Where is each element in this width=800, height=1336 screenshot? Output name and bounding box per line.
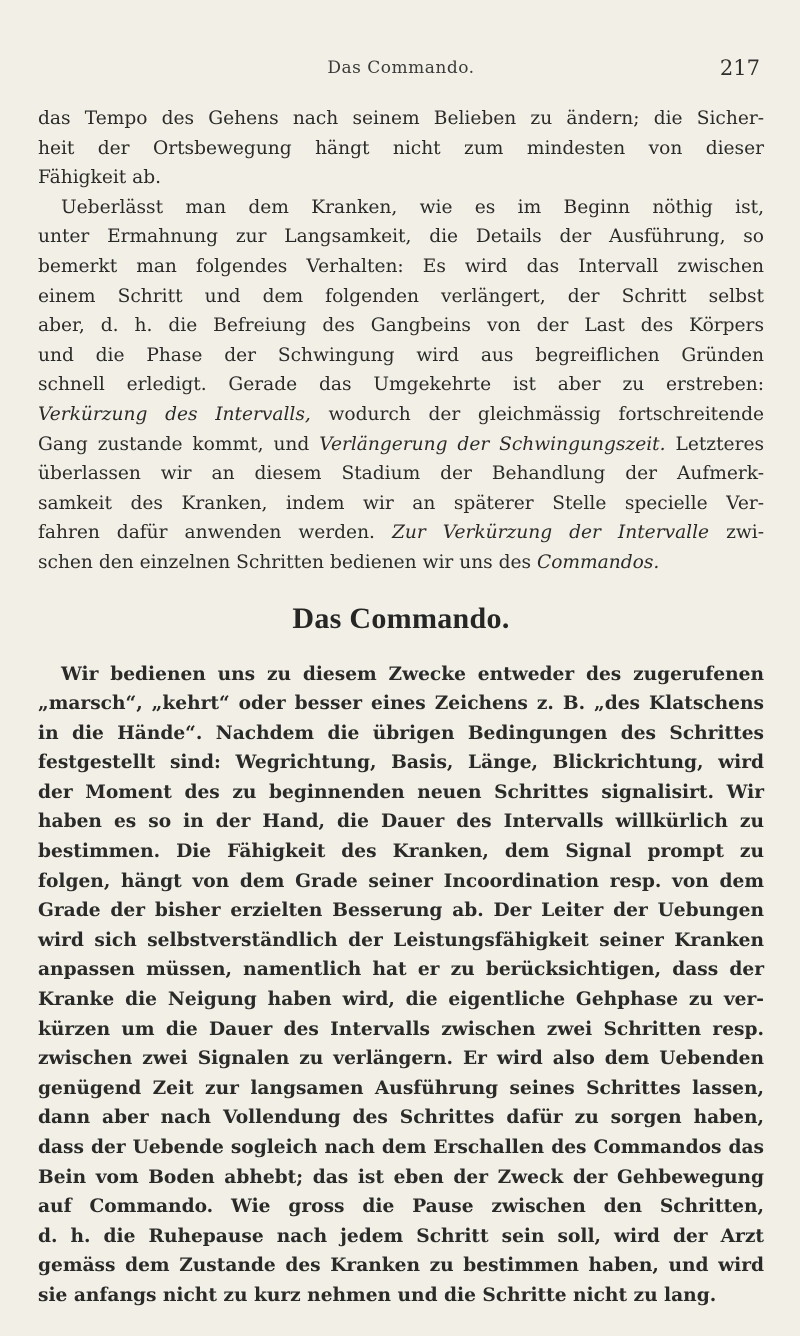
body-text — [38, 104, 764, 1311]
text-segment: fahren dafür anwenden werden. — [38, 522, 392, 544]
text-line: Ueberlässt man dem Kranken, wie es im Beginn nöthig ist, — [61, 196, 764, 218]
text-line: und die Phase der Schwingung wird aus begreiflichen Gründen — [38, 344, 764, 366]
text-segment: schen den einzelnen Schritten bedienen wir uns des — [38, 551, 537, 573]
italic-phrase: Verkürzung des Intervalls, — [38, 403, 311, 425]
paragraph-1 — [38, 104, 764, 193]
text-line: der Moment des zu beginnenden neuen Schrittes signalisirt. Wir — [38, 781, 764, 803]
text-line: schnell erledigt. Gerade das Umgekehrte ist aber zu erstreben: — [38, 374, 764, 396]
text-line: dann aber nach Vollendung des Schrittes dafür zu sorgen haben, — [38, 1107, 764, 1129]
text-line: sie anfangs nicht zu kurz nehmen und die Schritte nicht zu lang. — [38, 1284, 717, 1306]
text-line: überlassen wir an diesem Stadium der Behandlung der Aufmerk- — [38, 463, 764, 485]
text-line: auf Commando. Wie gross die Pause zwischen den Schritten, — [38, 1196, 764, 1218]
paragraph-3 — [38, 660, 764, 1311]
text-line: dass der Uebende sogleich nach dem Erschallen des Commandos das — [38, 1137, 764, 1158]
text-segment: Letzteres — [665, 433, 764, 455]
section-heading: Das Commando. — [292, 601, 510, 635]
text-line: unter Ermahnung zur Langsamkeit, die Details der Ausführung, so — [38, 226, 764, 248]
text-line: bestimmen. Die Fähigkeit des Kranken, dem Signal prompt zu — [38, 841, 764, 863]
text-line: gemäss dem Zustande des Kranken zu bestimmen haben, und wird — [38, 1255, 764, 1277]
text-line: Grade der bisher erzielten Besserung ab. Der Leiter der Uebungen — [38, 900, 764, 922]
text-line — [38, 430, 764, 460]
text-segment: Gang zustande kommt, und — [38, 433, 320, 455]
italic-phrase: Zur Verkürzung der Intervalle — [391, 522, 710, 544]
text-line: genügend Zeit zur langsamen Ausführung seines Schrittes lassen, — [38, 1077, 764, 1099]
text-line: d. h. die Ruhepause nach jedem Schritt sein soll, wird der Arzt — [38, 1225, 764, 1247]
text-line: aber, d. h. die Befreiung des Gangbeins von der Last des Körpers — [38, 315, 764, 337]
text-line: das Tempo des Gehens nach seinem Belieben zu ändern; die Sicher- — [38, 108, 764, 129]
paragraph-2 — [38, 193, 764, 578]
text-segment: zwi- — [709, 522, 765, 544]
italic-phrase: Verlängerung der Schwingungszeit. — [319, 433, 666, 455]
text-line: „marsch“, „kehrt“ oder besser eines Zeichens z. B. „des Klatschens — [38, 693, 764, 715]
text-line: Wir bedienen uns zu diesem Zwecke entweder des zugerufenen — [61, 663, 764, 685]
text-line: Fähigkeit ab. — [38, 167, 162, 189]
text-line: festgestellt sind: Wegrichtung, Basis, Länge, Blickrichtung, wird — [38, 752, 764, 774]
text-line: folgen, hängt von dem Grade seiner Incoordination resp. von dem — [38, 870, 764, 892]
text-line: Bein vom Boden abhebt; das ist eben der Zweck der Gehbewegung — [38, 1166, 764, 1188]
italic-phrase: Commandos. — [537, 551, 660, 573]
text-line: samkeit des Kranken, indem wir an späterer Stelle specielle Ver- — [38, 492, 764, 514]
text-segment: wodurch der gleichmässig fortschreitende — [310, 403, 765, 425]
text-line: wird sich selbstverständlich der Leistungsfähigkeit seiner Kranken — [38, 929, 764, 951]
text-line: Kranke die Neigung haben wird, die eigentliche Gehphase zu ver- — [38, 989, 764, 1011]
text-line: einem Schritt und dem folgenden verlängert, der Schritt selbst — [38, 285, 764, 307]
page-number: 217 — [719, 56, 760, 80]
text-line: kürzen um die Dauer des Intervalls zwischen zwei Schritten resp. — [38, 1018, 764, 1040]
running-title: Das Commando. — [327, 58, 475, 78]
text-line — [38, 400, 764, 430]
text-line — [38, 548, 764, 578]
text-line: anpassen müssen, namentlich hat er zu berücksichtigen, dass der — [38, 959, 764, 981]
running-head — [38, 58, 764, 86]
text-line: heit der Ortsbewegung hängt nicht zum mindesten von dieser — [38, 137, 764, 159]
text-line: zwischen zwei Signalen zu verlängern. Er wird also dem Uebenden — [38, 1048, 764, 1070]
text-line: in die Hände“. Nachdem die übrigen Bedingungen des Schrittes — [38, 722, 764, 744]
text-line — [38, 518, 764, 548]
text-line: haben es so in der Hand, die Dauer des Intervalls willkürlich zu — [38, 811, 764, 833]
text-line: bemerkt man folgendes Verhalten: Es wird das Intervall zwischen — [38, 255, 764, 277]
